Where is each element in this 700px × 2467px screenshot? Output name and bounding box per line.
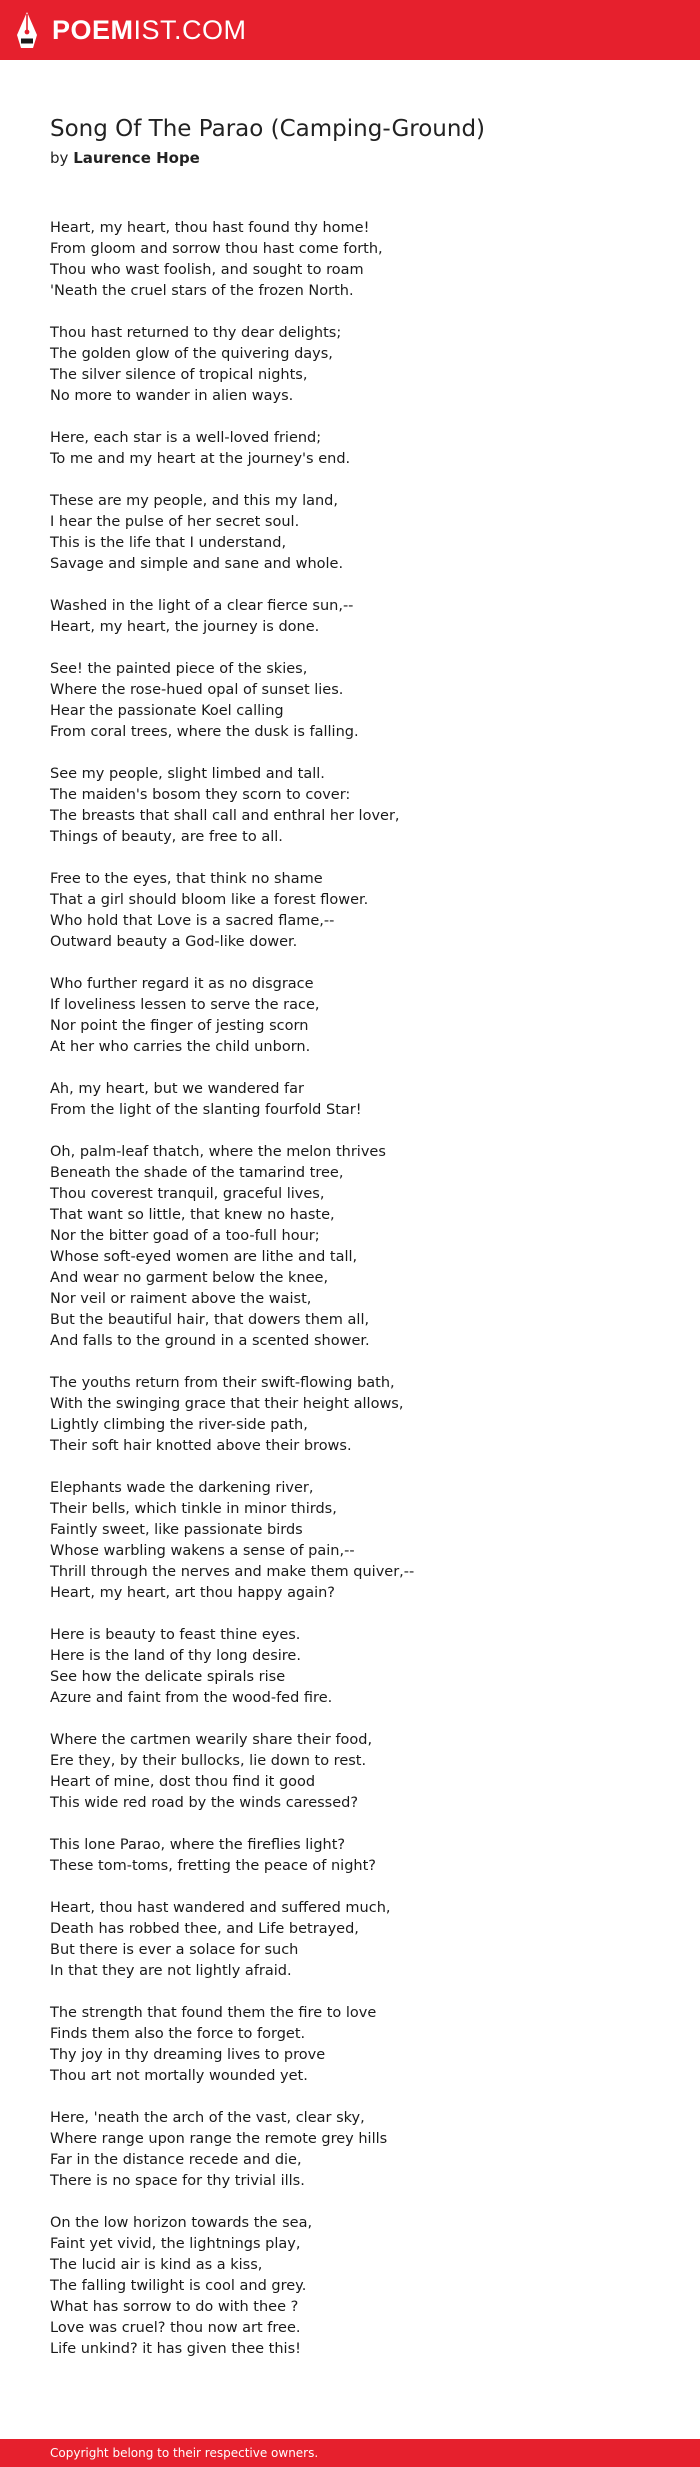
poem-line: Lightly climbing the river-side path, [50, 1417, 308, 1433]
poem-line: Faint yet vivid, the lightnings play, [50, 2236, 301, 2252]
stanza [50, 2213, 650, 2360]
poem-line: See my people, slight limbed and tall. [50, 766, 325, 782]
poem-line: Ah, my heart, but we wandered far [50, 1081, 304, 1097]
poem-line: Heart, thou hast wandered and suffered much, [50, 1900, 391, 1916]
poem-line: The silver silence of tropical nights, [50, 367, 308, 383]
stanza [50, 764, 650, 848]
site-name: POEMIST.COM [52, 15, 247, 45]
poem-line: Thou hast returned to thy dear delights; [50, 325, 342, 341]
poem-line: These are my people, and this my land, [50, 493, 338, 509]
poem-line: Far in the distance recede and die, [50, 2152, 302, 2168]
poem-line: From coral trees, where the dusk is falling. [50, 724, 359, 740]
poem-line: No more to wander in alien ways. [50, 388, 294, 404]
poem-line: Faintly sweet, like passionate birds [50, 1522, 303, 1538]
poem-line: See how the delicate spirals rise [50, 1669, 286, 1685]
poem-title: Song Of The Parao (Camping-Ground) [50, 116, 486, 142]
poem-line: Thy joy in thy dreaming lives to prove [50, 2047, 326, 2063]
poem-line: Thou art not mortally wounded yet. [50, 2068, 308, 2084]
footer-bar [0, 2439, 700, 2467]
pen-nib-icon [16, 11, 38, 49]
poem-line: Nor the bitter goad of a too-full hour; [50, 1228, 320, 1244]
poem-line: On the low horizon towards the sea, [50, 2215, 313, 2231]
stanza [50, 596, 650, 638]
poem-line: Heart, my heart, thou hast found thy home! [50, 220, 370, 236]
stanza [50, 428, 650, 470]
poem-line: Ere they, by their bullocks, lie down to rest. [50, 1753, 367, 1769]
copyright-notice: Copyright belong to their respective owners. [50, 2446, 319, 2460]
stanza [50, 974, 650, 1058]
poem-line: But the beautiful hair, that dowers them all, [50, 1312, 370, 1328]
poem-line: Life unkind? it has given thee this! [50, 2341, 301, 2357]
stanza [50, 1079, 650, 1121]
top-bar [0, 0, 700, 60]
stanza [50, 1898, 650, 1982]
poem-line: The lucid air is kind as a kiss, [50, 2257, 263, 2273]
stanza [50, 1730, 650, 1814]
stanza [50, 2003, 650, 2087]
stanza [50, 2108, 650, 2192]
poem-line: Heart, my heart, art thou happy again? [50, 1585, 336, 1601]
poem-line: From gloom and sorrow thou hast come forth, [50, 241, 383, 257]
poem-line: Death has robbed thee, and Life betrayed, [50, 1921, 359, 1937]
poem-line: That want so little, that knew no haste, [50, 1207, 335, 1223]
poem-line: With the swinging grace that their height allows, [50, 1396, 404, 1412]
site-logo[interactable] [16, 10, 247, 50]
poem-line: The strength that found them the fire to love [50, 2005, 377, 2021]
poem-line: Their bells, which tinkle in minor thirds, [50, 1501, 337, 1517]
poem-line: Savage and simple and sane and whole. [50, 556, 344, 572]
stanza [50, 1625, 650, 1709]
poem-line: Where range upon range the remote grey hills [50, 2131, 388, 2147]
poem-line: Nor point the finger of jesting scorn [50, 1018, 309, 1034]
stanza [50, 1478, 650, 1604]
poem-line: Finds them also the force to forget. [50, 2026, 306, 2042]
poem-line: Love was cruel? thou now art free. [50, 2320, 301, 2336]
poem-line: Heart of mine, dost thou find it good [50, 1774, 316, 1790]
poem-line: Where the cartmen wearily share their food, [50, 1732, 373, 1748]
stanza [50, 659, 650, 743]
poem-line: Thou coverest tranquil, graceful lives, [50, 1186, 325, 1202]
poem-body [50, 218, 650, 2381]
poem-line: Heart, my heart, the journey is done. [50, 619, 320, 635]
poem-line: Nor veil or raiment above the waist, [50, 1291, 312, 1307]
stanza [50, 1142, 650, 1352]
poem-line: And wear no garment below the knee, [50, 1270, 329, 1286]
poem-byline [50, 148, 200, 168]
poem-line: Things of beauty, are free to all. [50, 829, 283, 845]
poem-line: These tom-toms, fretting the peace of night? [50, 1858, 376, 1874]
poem-line: If loveliness lessen to serve the race, [50, 997, 320, 1013]
poem-line: Azure and faint from the wood-fed fire. [50, 1690, 333, 1706]
stanza [50, 1373, 650, 1457]
poem-line: Elephants wade the darkening river, [50, 1480, 314, 1496]
poem-line: In that they are not lightly afraid. [50, 1963, 292, 1979]
poem-line: Beneath the shade of the tamarind tree, [50, 1165, 344, 1181]
poem-line: At her who carries the child unborn. [50, 1039, 311, 1055]
poem-line: That a girl should bloom like a forest flower. [50, 892, 369, 908]
poem-line: Here, 'neath the arch of the vast, clear sky, [50, 2110, 365, 2126]
poem-line: What has sorrow to do with thee ? [50, 2299, 299, 2315]
poem-line: Hear the passionate Koel calling [50, 703, 284, 719]
poem-line: Thou who wast foolish, and sought to roam [50, 262, 364, 278]
poem-line: Here is the land of thy long desire. [50, 1648, 301, 1664]
poem-author[interactable]: Laurence Hope [73, 149, 200, 167]
poem-line: From the light of the slanting fourfold Star! [50, 1102, 362, 1118]
poem-line: Washed in the light of a clear fierce sun,-- [50, 598, 354, 614]
poem-line: The falling twilight is cool and grey. [50, 2278, 307, 2294]
poem-line: See! the painted piece of the skies, [50, 661, 308, 677]
poem-line: Who hold that Love is a sacred flame,-- [50, 913, 335, 929]
poem-line: I hear the pulse of her secret soul. [50, 514, 300, 530]
poem-line: This wide red road by the winds caressed? [50, 1795, 359, 1811]
poem-line: Their soft hair knotted above their brows. [50, 1438, 352, 1454]
poem-line: This lone Parao, where the fireflies light? [50, 1837, 346, 1853]
poem-line: And falls to the ground in a scented shower. [50, 1333, 370, 1349]
stanza [50, 218, 650, 302]
poem-line: Thrill through the nerves and make them quiver,-- [50, 1564, 415, 1580]
poem-line: Oh, palm-leaf thatch, where the melon thrives [50, 1144, 386, 1160]
poem-line: Whose soft-eyed women are lithe and tall, [50, 1249, 358, 1265]
poem-line: Free to the eyes, that think no shame [50, 871, 323, 887]
poem-line: The breasts that shall call and enthral her lover, [50, 808, 400, 824]
poem-line: The maiden's bosom they scorn to cover: [50, 787, 351, 803]
by-prefix: by [50, 149, 69, 167]
stanza [50, 323, 650, 407]
poem-line: The youths return from their swift-flowing bath, [50, 1375, 395, 1391]
poem-line: Here is beauty to feast thine eyes. [50, 1627, 301, 1643]
poem-line: 'Neath the cruel stars of the frozen North. [50, 283, 354, 299]
poem-line: Here, each star is a well-loved friend; [50, 430, 322, 446]
poem-line: The golden glow of the quivering days, [50, 346, 333, 362]
poem-line: There is no space for thy trivial ills. [50, 2173, 305, 2189]
poem-line: Whose warbling wakens a sense of pain,-- [50, 1543, 355, 1559]
poem-line: Where the rose-hued opal of sunset lies. [50, 682, 344, 698]
stanza [50, 869, 650, 953]
poem-line: To me and my heart at the journey's end. [50, 451, 351, 467]
poem-line: Outward beauty a God-like dower. [50, 934, 298, 950]
stanza [50, 1835, 650, 1877]
poem-line: Who further regard it as no disgrace [50, 976, 314, 992]
poem-line: This is the life that I understand, [50, 535, 287, 551]
poem-line: But there is ever a solace for such [50, 1942, 299, 1958]
stanza [50, 491, 650, 575]
